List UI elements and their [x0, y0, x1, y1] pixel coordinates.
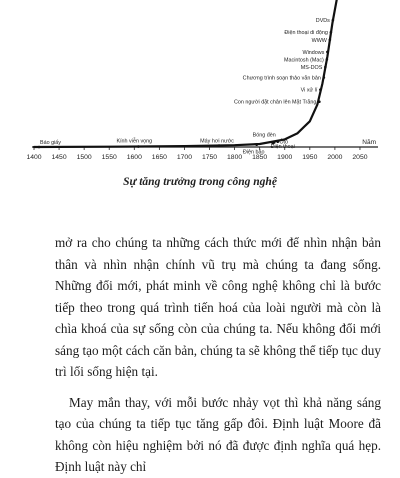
annotation-point — [326, 58, 329, 61]
x-tick-label: 1650 — [151, 154, 167, 161]
annotation-label: Ôtô — [279, 139, 289, 146]
annotation-point — [330, 31, 333, 34]
annotation-point — [218, 144, 221, 147]
annotation-point — [332, 19, 335, 22]
x-tick-label: 1550 — [101, 154, 117, 161]
annotation-point — [38, 146, 41, 149]
x-tick-label: 1450 — [51, 154, 67, 161]
x-axis-label: Năm — [362, 139, 376, 146]
growth-curve — [34, 0, 337, 147]
x-tick-label: 1800 — [227, 154, 243, 161]
annotation-label: Điện thoại — [270, 144, 295, 151]
x-tick-label: 1600 — [126, 154, 142, 161]
chart-caption: Sự tăng trưởng trong công nghệ — [123, 176, 277, 188]
x-tick-label: 1400 — [26, 154, 42, 161]
paragraph-1: mở ra cho chúng ta những cách thức mới để nhìn nhận bản thân và nhìn nhận chính vũ trụ mà chúng ta đang sống. Những đổi mới, phát minh về công nghệ không chỉ là bước tiếp theo trong quá trình tiến hoá của loài người mà còn là chìa khoá của sự sống còn của chúng ta. Nếu không đổi mới sáng tạo một cách căn bản, chúng ta sẽ không thể tiếp tục duy trì lối sống hiện tại. — [55, 235, 381, 379]
annotation-label: Điện thoại di động — [284, 30, 328, 37]
annotation-point — [137, 145, 140, 148]
annotation-label: Báo giấy — [40, 140, 61, 146]
x-tick-label: 1500 — [76, 154, 92, 161]
paragraph-2: May mắn thay, với mỗi bước nhảy vọt thì khả năng sáng tạo của chúng ta tiếp tục tăng gấp đôi. Định luật Moore đã không còn hiệu nghiệm bởi nó đã được định nghĩa quá hẹp. Định luật này chỉ — [55, 394, 381, 474]
annotation-point — [255, 143, 258, 146]
annotation-label: Macintosh (Mac) — [284, 57, 324, 64]
annotation-label: DVDs — [315, 18, 330, 25]
annotation-label: Vi xử lí — [300, 87, 318, 94]
annotation-point — [324, 66, 327, 69]
annotation-label: Windows — [302, 49, 325, 56]
x-tick-label: 1850 — [252, 154, 268, 161]
annotation-label: MS-DOS — [300, 64, 323, 71]
x-tick-label: 2050 — [352, 154, 368, 161]
annotation-point — [318, 100, 321, 103]
x-tick-label: 1700 — [176, 154, 193, 161]
annotation-point — [319, 88, 322, 91]
body-text — [55, 232, 381, 478]
x-tick-label: 1750 — [201, 154, 218, 161]
annotation-point — [326, 51, 329, 54]
x-tick-label: 1900 — [277, 154, 293, 161]
x-tick-label: 2000 — [327, 154, 343, 161]
annotation-label: Máy hơi nước — [200, 138, 234, 145]
annotation-label: Bóng đèn — [252, 132, 276, 139]
annotation-point — [329, 38, 332, 41]
annotation-label: Con người đặt chân lên Mặt Trăng — [233, 99, 317, 106]
x-tick-label: 1950 — [302, 154, 318, 161]
technology-growth-chart — [0, 0, 400, 170]
annotation-label: Kính viễn vọng — [116, 138, 153, 145]
annotation-point — [323, 76, 326, 79]
annotation-label: Chương trình soạn thảo văn bản — [242, 75, 321, 82]
annotation-label: Điện báo — [242, 149, 265, 156]
annotation-label: WWW — [311, 37, 327, 44]
